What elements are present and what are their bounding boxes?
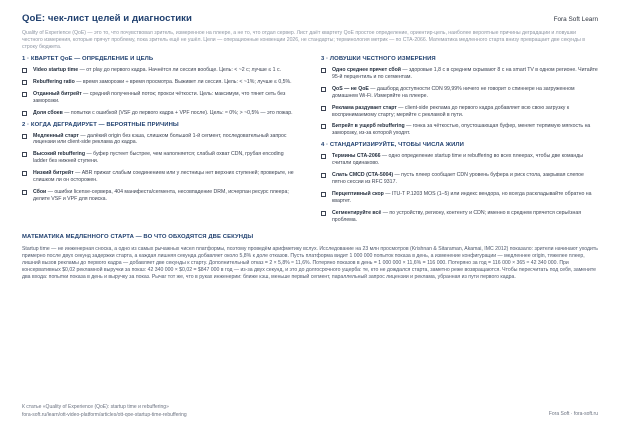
checklist-item-description: — client-side реклама до первого кадра добавляет всю свою загрузку к воспринимаемому старту; меряйте с рекламой в пути. (332, 104, 570, 118)
checklist-item-description: — ошибки license-сервера, 404 манифеста/сегмента, несовпадение DRM, исчерпан ресурс плеера; делите VSF и VPF для поиска. (33, 188, 289, 202)
checklist-item (321, 123, 598, 137)
checklist-item-term: Низкий битрейт (33, 170, 74, 177)
checklist-item-term: Битрейт в ущерб rebuffering (332, 123, 405, 130)
checklist-item-description: — дашборд доступности CDN 99,99% ничего не говорит о спиннере на загруженном домашнем Wi-Fi. Измеряйте на плеере. (332, 85, 575, 99)
checklist-item-term: Термины CTA-2066 (332, 153, 381, 160)
checkbox[interactable] (321, 68, 326, 73)
checklist-item-term: Перцептивный скор (332, 190, 384, 197)
checklist-columns (22, 56, 598, 229)
checklist-item-text (332, 105, 598, 119)
checklist-item-description: — ITU-T P.1203 MOS (1–5) или индекс вендора, но всегда раскладывайте обратно на квартет. (332, 190, 592, 204)
checklist-item-description: — пусть плеер сообщает CDN уровень буфера и риск стола, закрывая слепое пятно сессии из RFC 9317. (332, 172, 584, 185)
section-heading: 3 · ЛОВУШКИ ЧЕСТНОГО ИЗМЕРЕНИЯ (321, 56, 436, 62)
checklist-item (22, 91, 299, 105)
section-heading: 2 · КОГДА ДЕГРАДИРУЕТ — ВЕРОЯТНЫЕ ПРИЧИНЫ (22, 121, 179, 128)
checklist-item (22, 67, 299, 74)
footer-article-title: К статье «Quality of Experience (QoE): startup time и rebuffering» (22, 404, 169, 410)
checklist-item (22, 133, 299, 147)
checklist-item-description: — средний полученный поток; прокси чёткости. Цель: максимум, что тянет сеть без заморозки. (33, 90, 286, 104)
checklist-item (321, 191, 598, 205)
checklist-item-term: Video startup time (33, 67, 79, 73)
checkbox[interactable] (22, 134, 27, 139)
checklist-item-description: — гонка за чёткостью, опустошающая буфер, меняет терпимую мягкость на заморозку, из-за которой уходят. (332, 123, 591, 137)
brand-label: Fora Soft Learn (553, 16, 598, 23)
section-heading: 1 · КВАРТЕТ QoE — ОПРЕДЕЛЕНИЕ И ЦЕЛЬ (22, 56, 154, 62)
checklist-item-description: — здоровые 1,8 с в среднем скрывают 8 с на smart TV в одном регионе. Читайте 95-й перцентиль и по сегментам. (332, 67, 598, 80)
checklist-item-text (33, 151, 299, 165)
checklist-item-description: — ABR прижат слабым соединением или у лестницы нет верхних ступеней; проверьте, не слишком ли он осторожен. (33, 170, 294, 184)
checklist-item-text (33, 170, 299, 184)
section-items (22, 133, 299, 203)
checkbox[interactable] (321, 192, 326, 197)
checklist-item-text (332, 67, 598, 81)
checklist-item-text (332, 210, 598, 224)
right-column (321, 56, 598, 229)
checkbox[interactable] (321, 124, 326, 129)
checklist-item-term: Доля сбоев (33, 109, 63, 116)
checklist-item (321, 105, 598, 119)
checkbox[interactable] (22, 111, 27, 116)
checklist-item-description: — далёкий origin без кэша, слишком большой 1-й сегмент, последовательный запрос лицензии или client-side реклама до кадра. (33, 132, 287, 146)
checklist-item (22, 170, 299, 184)
math-heading: МАТЕМАТИКА МЕДЛЕННОГО СТАРТА — ВО ЧТО ОБХОДЯТСЯ ДВЕ СЕКУНДЫ (22, 233, 254, 240)
section-items (321, 67, 598, 137)
checklist-item (22, 110, 299, 117)
checklist-item-term: Медленный старт (33, 132, 79, 139)
checkbox[interactable] (321, 173, 326, 178)
checkbox[interactable] (22, 80, 27, 85)
checklist-item-term: Высокий rebuffering (33, 151, 86, 158)
checklist-item-description: — попытки с ошибкой (VSF до первого кадра + VPF после). Цель: ≈ 0%; > ~0,5% — это пожар. (62, 109, 293, 116)
checklist-item-term: Слать CMCD (CTA-5004) (332, 172, 394, 179)
checklist-item-text (33, 110, 293, 117)
checklist-item-term: Rebuffering ratio (33, 78, 75, 85)
checklist-item-text (33, 91, 299, 105)
checklist-item-text (33, 189, 299, 203)
checkbox[interactable] (22, 152, 27, 157)
intro-paragraph: Quality of Experience (QoE) — это то, что почувствовал зритель, измеренное на плеере, а не то, что отдал сервер. Лист даёт квартету QoE простое определение, ориентир-цель, наиболее вероятные причины деградации и ловушки честного измерения, которые прячут проблему, пока зритель ещё не ушёл. Цели — операционные конвенции 2026, не стандарты; терминология метрик — по CTA-2066. Математика медленного старта внизу превращает две секунды в строку бюджета. (22, 30, 585, 50)
header (22, 13, 598, 24)
section-items (22, 67, 299, 117)
checklist-item-text (332, 153, 598, 167)
checklist-item-term: Одно среднее прячет сбой (332, 67, 401, 73)
checkbox[interactable] (321, 106, 326, 111)
checklist-item-term: Сбои (33, 188, 47, 195)
math-paragraph: Startup time — не инженерная сноска, а одно из самых рычажных чисел платформы, поэтому проведём арифметику вслух. Исследование на 23 млн просмотров (Krishnan & Sitaraman, Akamai, IMC 2012) показало: зрители начинают уходить примерно после двух секунд задержки старта, а каждая лишняя секунда добавляет около 5,8% к доле отказов. Пусть платформа видит 1 000 000 попыток показа в день, а изменение конфигурации — медленнее origin, тяжелее плеер, лишний вызов рекламы до первого кадра — добавляет две секунды к старту. Дополнительный отказ = 2 × 5,8% ≈ 11,6%. Потеряно показов в день = 1 000 000 × 11,6% = 116 000. Потеряно за год = 116 000 × 365 ≈ 42 340 000. При консервативных $0,02 рекламной выручки за показ: 42 340 000 × $0,02 = $847 000 в год — из-за двух секунд, и это до долгосрочного ущерба: те, кто не дождался старта, заметно реже возвращаются. Чтобы пересчитать под себя, замените два входа: попытки показа в день и выручку за показ. Рычаг тот же, что в руках инженерии: ближе кэш, меньше первый сегмент, параллельный запрос лицензии и реклама, убранная из пути первого кадра. (22, 245, 598, 280)
checklist-item-description: — буфер пустеет быстрее, чем наполняется; слабый охват CDN, грубая encoding ladder без нижней ступени. (33, 151, 284, 165)
footer-source (22, 404, 187, 419)
checklist-item-term: Отданный битрейт (33, 90, 82, 97)
checklist-item (321, 67, 598, 81)
checklist-item-term: QoS — не QoE (332, 85, 369, 92)
checkbox[interactable] (22, 171, 27, 176)
checklist-item-text (332, 123, 598, 137)
checklist-item-text (332, 86, 598, 100)
footer-brand: Fora Soft · fora-soft.ru (548, 411, 598, 417)
checklist-item (321, 153, 598, 167)
footer-article-url[interactable]: fora-soft.ru/learn/ott-video-platform/articles/ott-qoe-startup-time-rebuffering (22, 411, 187, 418)
checkbox[interactable] (321, 211, 326, 216)
section-heading: 4 · СТАНДАРТИЗИРУЙТЕ, ЧТОБЫ ЧИСЛА ЖИЛИ (321, 142, 464, 149)
checklist-item-text (332, 172, 598, 186)
checklist-item-term: Сегментируйте всё (332, 209, 382, 216)
checklist-item (22, 79, 299, 86)
checklist-item-term: Реклама раздувает старт (332, 104, 397, 111)
checklist-item-description: — одно определение startup time и rebuffering во всех плеерах, чтобы две команды считали одинаково. (332, 153, 584, 167)
checklist-item-text (33, 79, 292, 86)
page-title: QoE: чек-лист целей и диагностики (22, 13, 192, 24)
checklist-item (321, 210, 598, 224)
checklist-item (22, 189, 299, 203)
checklist-item (321, 86, 598, 100)
checklist-item-description: — по устройству, региону, контенту и CDN; именно в среднем прячется серьёзная проблема. (332, 209, 582, 223)
checklist-item-text (33, 133, 299, 147)
checklist-item (321, 172, 598, 186)
checklist-item-text (33, 67, 281, 74)
left-column (22, 56, 299, 229)
checkbox[interactable] (321, 154, 326, 159)
checklist-item-description: — время заморозки ÷ время просмотра. Выживет ли сессия. Цель: < ~1%; лучше ≤ 0,5%. (74, 78, 292, 85)
checklist-item-text (332, 191, 598, 205)
section-items (321, 153, 598, 223)
checkbox[interactable] (321, 87, 326, 92)
checkbox[interactable] (22, 190, 27, 195)
checklist-item-description: — от play до первого кадра. Начнётся ли сессия вообще. Цель: < ~2 с; лучше ≤ 1 с. (78, 67, 282, 73)
checkbox[interactable] (22, 92, 27, 97)
checkbox[interactable] (22, 68, 27, 73)
checklist-item (22, 151, 299, 165)
